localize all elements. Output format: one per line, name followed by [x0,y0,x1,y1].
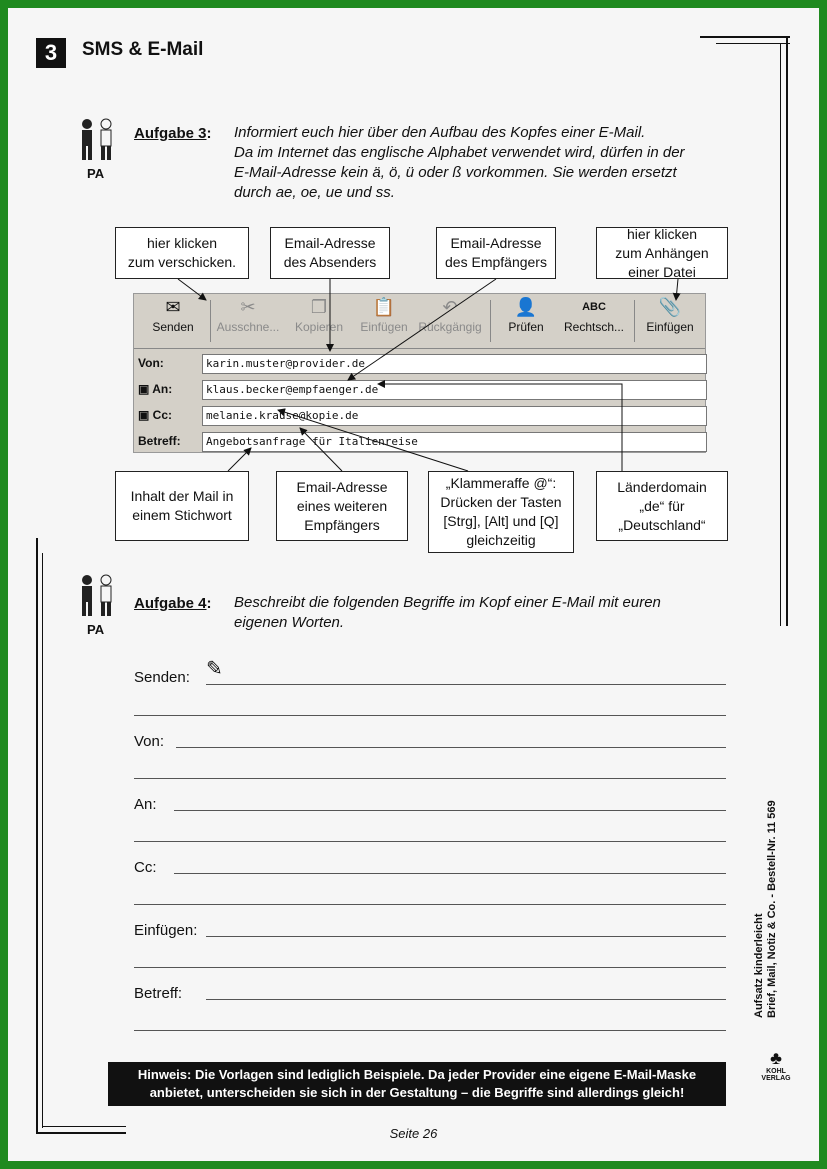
toolbar-label: Ausschne... [216,320,280,334]
pencil-icon: ✎ [206,658,223,680]
task4-text [234,593,754,633]
pair-work-icon [74,572,120,622]
pair-work-label: PA [87,622,105,637]
address-book-icon: ▣ [138,382,153,396]
toolbar-label: Kopieren [294,320,344,334]
worksheet-label-to: An: [134,796,157,813]
section-title: SMS & E-Mail [82,39,204,60]
to-field[interactable]: klaus.becker@empfaenger.de [202,380,707,400]
toolbar-label: Rechtsch... [563,320,625,334]
cc-field[interactable]: melanie.krause@kopie.de [202,406,707,426]
tree-icon: ♣ [770,1048,782,1068]
writing-line[interactable] [134,967,726,968]
writing-line[interactable] [206,684,726,685]
sidebar-order: Brief, Mail, Notiz & Co. - Bestell-Nr. 11 569 [766,800,778,1018]
writing-line[interactable] [134,841,726,842]
cc-label-text: Cc: [152,408,173,422]
writing-line[interactable] [134,904,726,905]
task4-heading [134,595,212,613]
callout-recipient: Email-Adresse des Empfängers [436,227,556,279]
sidebar-series: Aufsatz kinderleicht [753,913,765,1018]
callout-arrows [8,8,819,568]
page-number: Seite 26 [389,1126,438,1141]
toolbar-label: Einfügen [360,320,408,334]
pair-work-label: PA [87,166,105,181]
logo-text: KOHL VERLAG [761,1068,791,1082]
worksheet-page [8,8,819,1161]
subject-label: Betreff: [138,434,181,448]
task3-line: durch ae, oe, ue und ss. [234,184,395,201]
worksheet-label-from: Von: [134,733,165,750]
spellcheck-icon: ABC [582,301,606,313]
callout-at-sign: „Klammeraffe @“: Drücken der Tasten [Strg], [Alt] und [Q] gleichzeitig [428,471,574,553]
callout-cc: Email-Adresse eines weiteren Empfängers [276,471,408,541]
paste-icon: 📋 [372,297,396,317]
callout-send: hier klicken zum verschicken. [115,227,249,279]
callout-subject: Inhalt der Mail in einem Stichwort [115,471,249,541]
worksheet-label-cc: Cc: [134,859,157,876]
send-icon: ✉ [165,297,181,317]
hint-line: anbietet, unterscheiden sie sich in der Gestaltung – die Begriffe sind allerdings gleich! [149,1085,685,1100]
copy-icon: ❐ [310,297,328,317]
publisher-logo [756,1048,796,1088]
writing-line[interactable] [134,1030,726,1031]
scissors-icon: ✂ [240,297,256,317]
writing-line[interactable] [206,936,726,937]
callout-attach: hier klicken zum Anhängen einer Datei [596,227,728,279]
task3-colon: : [206,125,212,142]
check-names-icon: 👤 [514,297,538,317]
hint-line: Hinweis: Die Vorlagen sind lediglich Beispiele. Da jeder Provider eine eigene E-Mail-Maske [137,1067,697,1082]
undo-icon: ↶ [442,297,458,317]
task4-line: Beschreibt die folgenden Begriffe im Kopf einer E-Mail mit euren [234,594,661,611]
frame-rule [36,538,38,1133]
callout-sender: Email-Adresse des Absenders [270,227,390,279]
writing-line[interactable] [134,715,726,716]
toolbar-label: Einfügen [646,320,694,334]
paperclip-icon: 📎 [658,297,682,317]
task3-line: E-Mail-Adresse kein ä, ö, ü oder ß vorkommen. Sie werden ersetzt [234,164,677,181]
task4-label: Aufgabe 4 [134,595,207,612]
task3-label: Aufgabe 3 [134,125,207,142]
to-label-text: An: [152,382,173,396]
publisher-sidebar [753,800,779,1018]
writing-line[interactable] [176,747,726,748]
toolbar-label: Rückgängig [418,320,482,334]
task3-line: Da im Internet das englische Alphabet verwendet wird, dürfen in der [234,144,685,161]
writing-line[interactable] [174,810,726,811]
address-book-icon: ▣ [138,408,153,422]
writing-line[interactable] [174,873,726,874]
from-label: Von: [138,356,164,370]
section-number: 3 [36,38,66,68]
hint-box [108,1062,726,1106]
writing-line[interactable] [134,778,726,779]
from-field[interactable]: karin.muster@provider.de [202,354,707,374]
task4-colon: : [206,595,212,612]
worksheet-label-send: Senden: [134,669,190,686]
toolbar-label: Prüfen [508,320,544,334]
worksheet-label-subject: Betreff: [134,985,183,1002]
subject-field[interactable]: Angebotsanfrage für Italienreise [202,432,707,452]
worksheet-label-attach: Einfügen: [134,922,198,939]
toolbar-label: Senden [152,320,194,334]
writing-line[interactable] [206,999,726,1000]
frame-rule [42,553,43,1128]
task4-line: eigenen Worten. [234,614,345,631]
callout-domain: Länderdomain „de“ für „Deutschland“ [596,471,728,541]
task3-line: Informiert euch hier über den Aufbau des Kopfes einer E-Mail. [234,124,646,141]
